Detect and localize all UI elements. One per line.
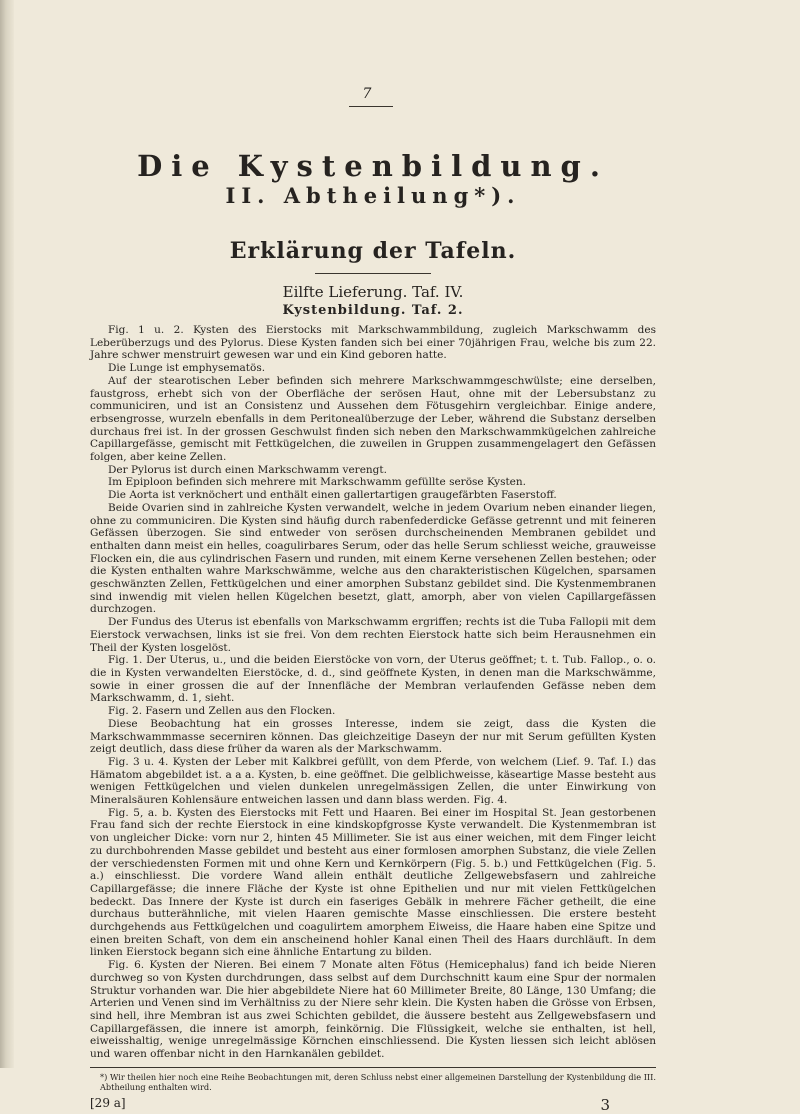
sheet-number: 3	[600, 1095, 610, 1114]
paragraph: Fig. 5, a. b. Kysten des Eierstocks mit Fett und Haaren. Bei einer im Hospital St. Jean gestorbenen Frau fand sich der rechte Eierstock in eine kindskopfgrosse Kyste verwandelt. Die Kystenmembran ist von ungleicher Dicke: vorn nur 2, hinten 45 Millimeter. Sie ist aus einer weichen, mit dem Finger leicht zu durchbohrenden Masse gebildet und besteht aus einer formlosen amorphen Substanz, die viele Zellen der verschiedensten Formen mit und ohne Kern und Kernkörpern (Fig. 5. b.) und Fettkügelchen (Fig. 5. a.) einschliesst. Die vordere Wand allein enthält deutliche Zellgewebsfasern und zahlreiche Capillargefässe; die innere Fläche der Kyste ist ohne Epithelien und nur mit vielen Fettkügelchen bedeckt. Das Innere der Kyste ist durch ein faseriges Gebälk in mehrere Fächer getheilt, die eine durchaus butterähnliche, mit vielen Haaren gemischte Masse einschliessen. Die erstere besteht durchgehends aus Fettkügelchen und coagulirtem amorphem Eiweiss, die Haare haben eine Spitze und einen breiten Schaft, von dem ein anscheinend hohler Kanal einen Theil des Haars durchläuft. In dem linken Eierstock begann sich eine ähnliche Entartung zu bilden.	[90, 806, 656, 959]
paragraph: Die Aorta ist verknöchert und enthält einen gallertartigen graugefärbten Faserstoff.	[108, 489, 557, 502]
paragraph: Der Pylorus ist durch einen Markschwamm verengt.	[108, 463, 387, 476]
paragraph: Der Fundus des Uterus ist ebenfalls von Markschwamm ergriffen; rechts ist die Tuba Fallopii mit dem Eierstock verwachsen, links ist sie frei. Von dem rechten Eierstock hatte sich beim Herausnehmen ein Theil der Kysten losgelöst.	[90, 616, 656, 654]
part-subtitle: II. Abtheilung*).	[225, 183, 521, 208]
delivery-line: Eilfte Lieferung. Taf. IV.	[282, 283, 464, 301]
section-rule	[315, 273, 431, 274]
paragraph: Fig. 2. Fasern und Zellen aus den Flocken.	[108, 705, 336, 718]
paragraph: Fig. 1 u. 2. Kysten des Eierstocks mit Markschwammbildung, zugleich Markschwamm des Leberüberzugs und des Pylorus. Diese Kysten fanden sich bei einer 70jährigen Frau, welche bis zum 22. Jahre schwer menstruirt gewesen war und ein Kind geboren hatte.	[90, 324, 656, 362]
page-footer	[90, 1096, 656, 1114]
paragraph: Diese Beobachtung hat ein grosses Interesse, indem sie zeigt, dass die Kysten die Markschwammmasse secerniren können. Das gleichzeitige Daseyn der nur mit Serum gefüllten Kysten zeigt deutlich, dass diese früher da waren als der Markschwamm.	[90, 717, 656, 756]
footnote: *) Wir theilen hier noch eine Reihe Beobachtungen mit, deren Schluss nebst einer allgemeinen Darstellung der Kystenbildung die III. Abtheilung enthalten wird.	[100, 1071, 656, 1093]
body-text	[90, 324, 656, 1061]
plate-heading: Kystenbildung. Taf. 2.	[282, 303, 464, 318]
document-page	[90, 86, 656, 1114]
paragraph: Fig. 3 u. 4. Kysten der Leber mit Kalkbrei gefüllt, von dem Pferde, von welchem (Lief. 9. Taf. I.) das Hämatom abgebildet ist. a a a. Kysten, b. eine geöffnet. Die gelblichweisse, käseartige Masse besteht aus wenigen Fettkügelchen und vielen dunkelen unregelmässigen Zellen, die unter Einwirkung von Mineralsäuren Kohlensäure entweichen lassen und dann blass werden. Fig. 4.	[90, 755, 656, 807]
paragraph: Beide Ovarien sind in zahlreiche Kysten verwandelt, welche in jedem Ovarium neben einander liegen, ohne zu communiciren. Die Kysten sind häufig durch rabenfederdicke Gefässe getrennt und mit feineren Gefässen überzogen. Sie sind entweder von serösen durchscheinenden Membranen gebildet und enthalten dann meist ein helles, coagulirbares Serum, oder das helle Serum schliesst weiche, grauweisse Flocken ein, die aus cylindrischen Fasern und runden, mit einem Kerne versehenen Zellen bestehen; oder die Kysten enthalten wahre Markschwämme, welche aus den charakteristischen Kügelchen, sparsamen geschwänzten Zellen, Fettkügelchen und einer amorphen Substanz gebildet sind. Die Kystenmembranen sind inwendig mit vielen hellen Kügelchen besetzt, glatt, amorph, aber von vielen Capillargefässen durchzogen.	[90, 501, 656, 616]
book-binding-edge	[0, 0, 14, 1068]
paragraph: Die Lunge ist emphysematös.	[108, 362, 266, 375]
paragraph: Fig. 1. Der Uterus, u., und die beiden Eierstöcke von vorn, der Uterus geöffnet; t. t. Tub. Fallop., o. o. die in Kysten verwandelten Eierstöcke, d. d., sind geöffnete Kysten, in denen man die Markschwämme, sowie in einer grossen die auf der Innenfläche der Membran verlaufenden Gefässe neben dem Markschwamm, d. 1, sieht.	[90, 654, 656, 705]
page-number: 7	[362, 86, 372, 102]
page-number-rule	[349, 106, 393, 107]
section-title: Erklärung der Tafeln.	[229, 238, 517, 264]
printer-signature: [29 a]	[90, 1095, 126, 1110]
paragraph: Auf der stearotischen Leber befinden sich mehrere Markschwammgeschwülste; eine derselben, faustgross, erhebt sich von der Oberfläche der serösen Haut, ohne mit der Lebersubstanz zu communiciren, und ist an Consistenz und Aussehen dem Fötusgehirn vergleichbar. Einige andere, erbsengrosse, wurzeln ebenfalls in dem Peritonealüberzuge der Leber, während die Substanz derselben durchaus frei ist. In der grossen Geschwulst finden sich neben den Markschwammkügelchen zahlreiche Capillargefässe, gemischt mit Fettkügelchen, die zuweilen in Gruppen zusammengelagert den Gefässen folgen, aber keine Zellen.	[90, 374, 656, 464]
main-title: Die Kystenbildung.	[137, 149, 609, 183]
paragraph: Im Epiploon befinden sich mehrere mit Markschwamm gefüllte seröse Kysten.	[108, 476, 526, 489]
paragraph: Fig. 6. Kysten der Nieren. Bei einem 7 Monate alten Fötus (Hemicephalus) fand ich beide Nieren durchweg so von Kysten durchdrungen, dass selbst auf dem Durchschnitt kaum eine Spur der normalen Struktur vorhanden war. Die hier abgebildete Niere hat 60 Millimeter Breite, 80 Länge, 130 Umfang; die Arterien und Venen sind im Verhältniss zu der Niere sehr klein. Die Kysten haben die Grösse von Erbsen, sind hell, ihre Membran ist aus zwei Schichten gebildet, die äussere besteht aus Zellgewebsfasern und Capillargefässen, die innere ist amorph, feinkörnig. Die Flüssigkeit, welche sie enthalten, ist hell, eiweisshaltig, wenige unregelmässige Körnchen einschliessend. Die Kysten liessen sich leicht ablösen und waren offenbar nicht in den Harnkanälen gebildet.	[90, 959, 656, 1061]
